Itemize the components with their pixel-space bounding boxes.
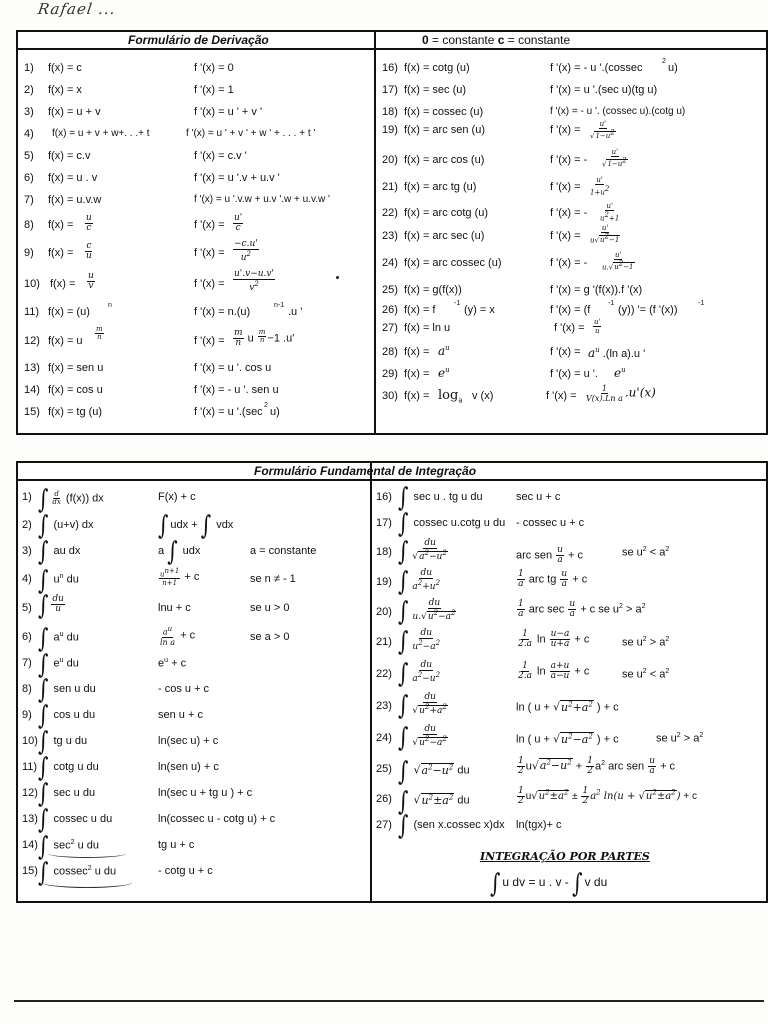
derivation-table: Formulário de Derivação 0 = constante c = constante 1) f(x) = c f '(x) = 0 2) f(x) = x f '(x) = 1 3) f(x) = u + v f '(x) = u ' + v ' 4) f(x) = u + v + w+. . .+ t f '(x) = u ' + v ' + w ' + . . . + t ' 5) f(x) = c.v f '(x) = c.v ' 6) f(x) = u . v f '(x) = u '.v + u.v ' 7) f(x) = u.v.w f '(x) = u '.v.w + u.v '.w + u.v.w ' 8) f(x) = $\frac{u}{c}$ f '(x) = $\frac{u'}{c}$ 9) f(x) = $\frac{c}{u}$ f '(x) = $\frac{-c.u'}{u^2}$ 10) f(x) = $\frac{u}{v}$ f '(x) = $\frac{u'.v-u.v'}{v^2}$ 11) f(x) = (u) $^n$ f '(x) = n.(u) $^{n-1}$ .u ' 12) f(x) = u $\frac{m}{n}$ f '(x) = $\frac{m}{n}$ u $\frac{m}{n}$ −1 .u' 13) f(x) = sen u f '(x) = u '. cos u 14) f(x) = cos u f '(x) = - u '. sen u 15) f(x) = tg (u) f '(x) = u '.(sec $^2$ u) 16) f(x) = cotg (u) f '(x) = - u '.(cossec $^2$ u) 17) f(x) = sec (u) f '(x) = u '.(sec u)(tg u) 18) f(x) = cossec (u) f '(x) = - u '. (cossec u).(cotg u) 19) f(x) = arc sen (u) f '(x) = $\frac{u'}{√1-u^2}$ 20) f(x) = arc cos (u) f '(x) = - $\frac{u'}{√1-u^2}$ 21) f(x) = arc tg (u) f '(x) = $\frac{u'}{1+u^2}$ 22) f(x) = arc cotg (u) f '(x) = - $\frac{u'}{u^2+1}$ 23) f(x) = arc sec (u) f '(x) = $\frac{u'}{u√u^2-1}$ 24) f(x) = arc cossec (u) f '(x) = - $\frac{u'}{u.√u^2-1}$ 25) f(x) = g(f(x)) f '(x) = g '(f(x)).f '(x) 26) f(x) = f $^{-1}$ (y) = x f '(x) = (f $^{-1}$ (y)) '= (f '(x)) $^{-1}$ 27) f(x) = ln u f '(x) = $\frac{u'}{u}$ 28) f(x) = $a^u$ f '(x) = $a^u$ .(ln a).u ' 29) f(x) = $e^u$ f '(x) = u '. $e^u$ 30) f(x) = $\log_a$ v (x) f '(x) = $\frac{1}{\text{V(x).Ln a}}$ .u'(x) (16, 30, 768, 435)
column-divider (370, 463, 372, 901)
scan-dot (336, 276, 339, 279)
derivation-title: Formulário de Derivação (128, 33, 269, 47)
page-bottom-line (14, 1000, 764, 1002)
integration-by-parts-formula: ∫ u dv = u . v - ∫ v du (490, 867, 608, 899)
integration-title: Formulário Fundamental de Integração (254, 464, 477, 478)
handwritten-underline (42, 877, 132, 888)
integration-title-bar (18, 463, 766, 481)
scan-header (0, 0, 768, 24)
column-divider (374, 32, 376, 433)
handwritten-underline (48, 849, 126, 858)
constants-note: 0 = constante c = constante (422, 33, 571, 47)
derivation-title-bar (18, 32, 766, 50)
integration-by-parts-title: INTEGRAÇÃO POR PARTES (480, 850, 650, 863)
handwritten-name: Rafael ... (36, 0, 118, 18)
integration-table: Formulário Fundamental de Integração 1) ∫ $\frac{d}{dx}$ (f(x)) dx F(x) + c 2) ∫ (u+v) dx ∫ udx + ∫ vdx 3) ∫ au dx a ∫ udx a = constante 4) ∫ $u^n$ du $\frac{u^{n+1}}{n+1}$ + c se n ≠ - 1 5) ∫ $\frac{du}{u}$ lnu + c se u > 0 6) ∫ $a^u$ du $\frac{a^u}{\text{ln a}}$ + c se a > 0 7) ∫ $e^u$ du $e^u + c$ 8) ∫ sen u du - cos u + c 9) ∫ cos u du sen u + c 10) ∫ tg u du ln(sec u) + c 11) ∫ cotg u du ln(sen u) + c 12) ∫ sec u du ln(sec u + tg u ) + c 13) ∫ cossec u du ln(cossec u - cotg u) + c 14) ∫ $\sec^2 u$ du tg u + c 15) ∫ cossec$^2$ u du - cotg u + c 16) ∫ sec u . tg u du sec u + c 17) ∫ cossec u.cotg u du - cossec u + c 18) ∫ $\frac{du}{√a^2-u^2}$ arc sen $\frac{u}{a}$ + c se $u^2 < a^2$ 19) ∫ $\frac{du}{a^2+u^2}$ $\frac{1}{a}$ arc tg $\frac{u}{a}$ + c 20) ∫ $\frac{du}{u.√u^2-a^2}$ $\frac{1}{a}$ arc sec $\frac{u}{a}$ + c se $u^2 > a^2$ 21) ∫ $\frac{du}{u^2-a^2}$ $\frac{1}{2.a}$ ln $\frac{u-a}{u+a}$ + c se $u^2 > a^2$ 22) ∫ $\frac{du}{a^2-u^2}$ $\frac{1}{2.a}$ ln $\frac{a+u}{a-u}$ + c se $u^2 < a^2$ 23) ∫ $\frac{du}{√u^2+a^2}$ ln ( $u + √u^2+a^2$ ) + c 24) ∫ $\frac{du}{√u^2-a^2}$ ln ( $u + √u^2-a^2$ ) + c se $u^2 > a^2$ 25) ∫ $√a^2-u^2$ du $\frac{1}{2}$ $u√a^2-u^2$ + $\frac{1}{2}$ $a^2$ arc sen $\frac{u}{a}$ + c 26) ∫ $√u^2\pm a^2$ du $\frac{1}{2}$ $u√u^2\pm a^2$ ± $\frac{1}{2}$ $a^2$ $\ln(u + √u^2\pm a^2) + c$ 27) ∫ (sen x.cossec x)dx ln(tgx)+ c INTEGRAÇÃO POR PARTES ∫ u dv = u . v - ∫ v du (16, 461, 768, 903)
